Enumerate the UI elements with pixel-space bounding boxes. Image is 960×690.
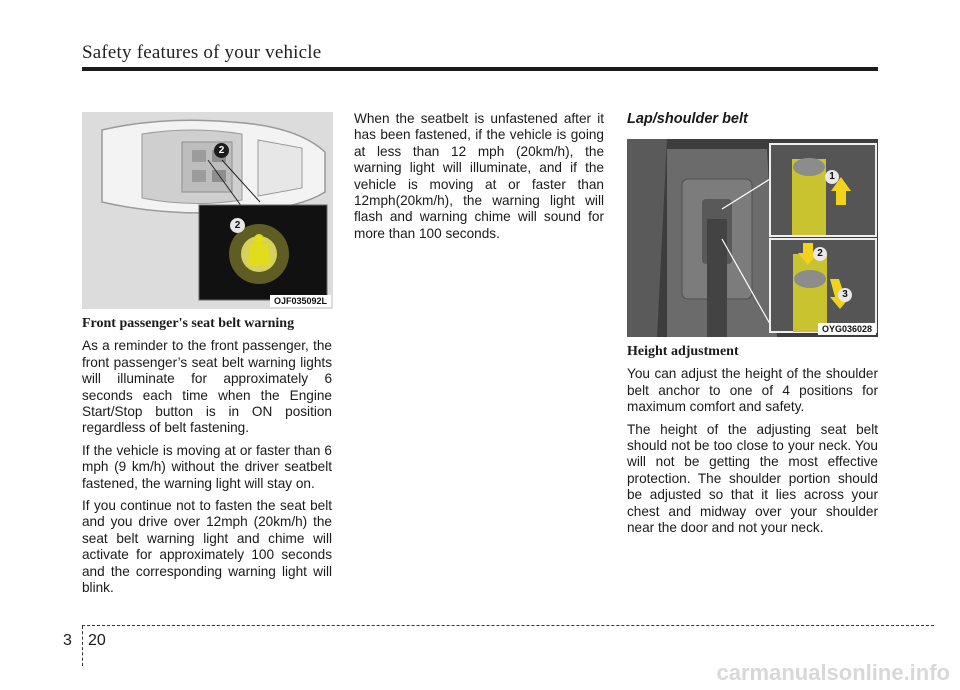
callout-2: 2 <box>813 247 827 261</box>
figure-passenger-warning <box>82 112 333 309</box>
belt-anchor-illustration <box>627 139 878 337</box>
header-rule <box>82 67 878 71</box>
seatbelt-warning-icon <box>265 224 287 256</box>
figure-code-right: OYG036028 <box>818 323 876 335</box>
left-column <box>82 316 332 603</box>
figure-code-left: OJF035092L <box>270 295 331 307</box>
paragraph: You can adjust the height of the shoulder belt anchor to one of 4 positions for maximum comfort and safety. <box>627 366 878 415</box>
page-header-title: Safety features of your vehicle <box>82 42 322 63</box>
section-heading-lap-shoulder-belt: Lap/shoulder belt <box>627 111 748 127</box>
paragraph: When the seatbelt is unfastened after it has been fastened, if the vehicle is going at less than 12 mph (20km/h), the warning light will illuminate, and if the vehicle is moving at or faster than 12mph(20km/h), the warning light will flash and warning chime will sound for more than 100 seconds. <box>354 111 604 241</box>
car-top-view-illustration <box>82 112 333 309</box>
right-column <box>627 344 878 542</box>
paragraph: The height of the adjusting seat belt should not be too close to your neck. You will not be getting the most effective protection. The shoulder portion should be adjusted so that it lies across your chest and midway over your shoulder near the door and not your neck. <box>627 421 878 536</box>
section-number: 3 <box>63 632 72 649</box>
page-number: 20 <box>88 632 106 649</box>
callout-1: 1 <box>825 170 839 184</box>
figure-height-adjustment <box>627 139 878 337</box>
subhead-height-adjustment: Height adjustment <box>627 344 739 359</box>
footer-vertical-rule <box>82 626 83 666</box>
paragraph: If you continue not to fasten the seat belt and you drive over 12mph (20km/h) the seat belt warning light and chime will activate for approximately 100 seconds and the corresponding warning light will blink. <box>82 498 332 596</box>
footer-rule <box>82 625 934 626</box>
callout-3: 3 <box>838 288 852 302</box>
paragraph: If the vehicle is moving at or faster than 6 mph (9 km/h) without the driver seatbelt fastened, the warning light will stay on. <box>82 442 332 491</box>
watermark: carmanualsonline.info <box>716 660 950 685</box>
callout-2-top: 2 <box>214 143 229 158</box>
paragraph: As a reminder to the front passenger, the front passenger’s seat belt warning lights will illuminate for approximately 6 seconds each time when the Engine Start/Stop button is in ON position regardless of belt fastening. <box>82 338 332 436</box>
subhead-passenger-warning: Front passenger's seat belt warning <box>82 316 295 331</box>
middle-column <box>354 111 604 248</box>
callout-2-inset: 2 <box>230 218 245 233</box>
